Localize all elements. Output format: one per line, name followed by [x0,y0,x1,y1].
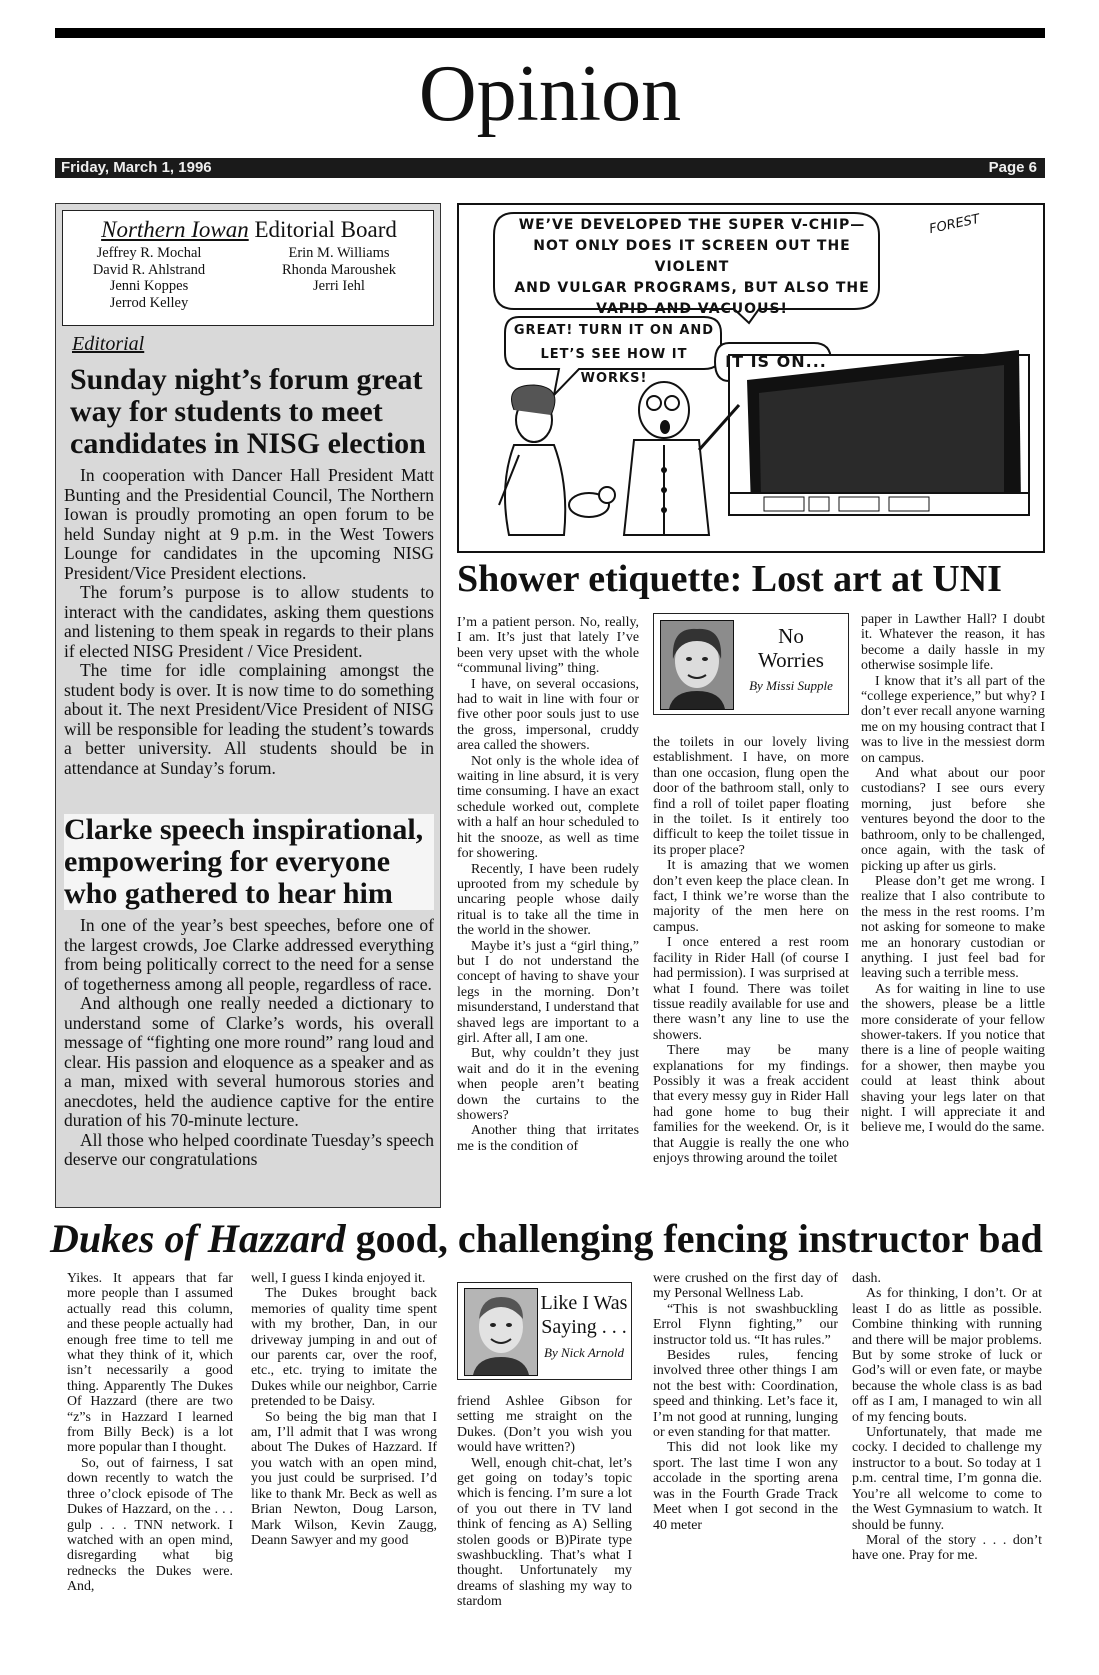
portrait-icon [661,621,733,709]
like-i-was-saying-column-box [457,1282,632,1380]
byline-nick: By Nick Arnold [544,1345,624,1360]
shower-column-1: I’m a patient person. No, really, I am. It’s just that lately I’ve been very upset with the whole “communal living” thing. I have, on several occasions, had to wait in line with four or five other poor souls just to use the gross, impersonal, cruddy area called the showers. Not only is the whole idea of waiting in line absurd, it is very time consuming. I have an exact schedule worked out, complete with a half an hour scheduled to hit the snooze, as well as time for showering. Recently, I have been rudely uprooted from my schedule by uncaring people whose daily ritual is to take all the time in the world in the shower. Maybe it’s just a “girl thing,” but I do not understand the concept of having to shave your legs in the morning. Don’t misunderstand, I understand that shaved legs are important to a girl. After all, I am one. But, why couldn’t they just wait and do it in the evening when people aren’t beating down the curtains to the showers? Another thing that irritates me is the condition of [457,615,639,1154]
top-rule [55,28,1045,38]
section-title: Opinion [418,50,682,138]
shower-headline: Shower etiquette: Lost art at UNI [457,558,1002,600]
editorial-board-box [62,210,434,326]
date-band [55,158,1045,178]
cartoon-bubble-main: WE’VE DEVELOPED THE SUPER V-CHIP— NOT ONLY DOES IT SCREEN OUT THE VIOLENT AND VULGAR PROGRAMS, BUT ALSO THE VAPID AND VACUOUS! [514,217,870,317]
column-name-no-worries: No Worries [758,624,824,672]
cartoon-bubble-great: GREAT! TURN IT ON AND LET’S SEE HOW IT WORKS! [513,323,715,386]
editorial-body-forum: In cooperation with Dancer Hall President Matt Bunting and the Presidential Council, The Northern Iowan is proudly promoting an open forum to be held Sunday night at 9 p.m. in the West Towers Lounge for candidates in the upcoming NISG President/Vice President elections. The forum’s purpose is to allow students to interact with the candidates, asking them questions and listening to them speak in regards to their plans if elected NISG President / Vice President. The time for idle complaining amongst the student body is over. It is now time to do something about it. The next President/Vice President of NISG will be responsible for leading the student’s towards a better university. All students should be in attendance at Sunday’s forum. [64,465,434,778]
author-photo-missi [660,620,734,710]
cartoon-signature: FOREST [927,211,982,238]
editorial-cartoon [457,203,1045,553]
editorial-headline-forum: Sunday night’s forum great way for students to meet candidates in NISG election [70,363,426,460]
dukes-column-4: were crushed on the first day of my Personal Wellness Lab. “This is not swashbuckling Errol Flynn fighting,” our instructor told us. “It has rules.” Besides rules, fencing involved three other things I am not the best with: Coordination, speed and thinking. Let’s face it, I’m not good at running, lunging or even standing for that matter. This did not look like my sport. The last time I won any accolade in the sporting arena was in the Fourth Grade Track Meet when I got second in the 40 meter [653,1271,838,1533]
byline-missi: By Missi Supple [749,678,833,693]
dukes-headline: Dukes of Hazzard good, challenging fencing instructor bad [50,1216,1043,1261]
dukes-column-2: well, I guess I kinda enjoyed it. The Dukes brought back memories of quality time spent with my brother, Dan, in our driveway jumping in and out of our parents car, over the roof, etc., etc. trying to imitate the Dukes while our neighbor, Carrie pretended to be Daisy. So being the big man that I am, I’ll admit that I was wrong about The Dukes of Hazzard. If you watch with an open mind, you just could be surprised. I’d like to thank Mr. Beck as well as Brian Newton, Doug Larson, Mark Wilson, Kevin Zaugg, Deann Sawyer and my good [251,1271,437,1548]
portrait-icon [465,1289,537,1375]
column-name-like-i-was-saying: Like I Was Saying . . . [540,1292,628,1338]
dukes-column-5: dash. As for thinking, I don’t. Or at least I do as little as possible. Combine thinking with running and there will be major problems. But by some stroke of luck or God’s will or even fate, or maybe because the whole class is as bad off as I am, I managed to win all of my fencing bouts. Unfortunately, that made me cocky. I decided to challenge my instructor to a bout. So today at 1 p.m. central time, I’m gonna die. You’re all welcome to come to the West Gymnasium to watch. It should be funny. Moral of the story . . . don’t have one. Pray for me. [852,1271,1042,1564]
editorial-body-clarke: In one of the year’s best speeches, before one of the largest crowds, Joe Clarke addressed everything from being politically correct to the need for a sense of togetherness among all people, regardless of race. And although one really needed a dictionary to understand some of Clarke’s words, his overall message of “fighting one more round” rang loud and clear. His passion and eloquence as a speaker and as a man, mixed with several humorous stories and anecdotes, held the audience captive for the entire duration of his 70-minute lecture. All those who helped coordinate Tuesday’s speech deserve our congratulations [64,915,434,1169]
page-number: Page 6 [988,159,1037,176]
board-title: Northern Iowan Editorial Board [101,217,397,242]
shower-column-3: paper in Lawther Hall? I doubt it. Whatever the reason, it has become a daily hassle in my otherwise sosimple life. I know that it’s all part of the “college experience,” but why? I don’t ever recall anyone warning me on my housing contract that I was to live in the messiest dorm on campus. And what about our poor custodians? I see ours every morning, just before she ventures beyond the door to the bathroom, only to be challenged, once again, with the task of picking up after us girls. Please don’t get me wrong. I realize that I also contribute to the mess in the rest rooms. I’m not asking for someone to make me an honorary custodian or anything. I just feel bad for leaving such a terrible mess. As for waiting in line to use the showers, please be a little more considerate of your fellow shower-takers. If you notice that there is a line of people waiting for a shower, then maybe you could at least think about shaving your legs later on that night. I will appreciate it and believe me, I would do the same. [861,612,1045,1136]
shower-column-2: the toilets in our lovely living establishment. I have, on more than one occasion, flung open the door of the bathroom stall, only to find a roll of toilet paper floating in the toilet. Is it entirely too difficult to keep the toilet tissue in its proper place? It is amazing that we women don’t even keep the place clean. In fact, I think we’re worse than the majority of the men here on campus. I once entered a rest room facility in Rider Hall (of course I had permission). I was surprised at what I found. There was toilet tissue readily available for use and there wasn’t any line to use the showers. There may be many explanations for my findings. Possibly it was a freak accident that every messy guy in Rider Hall had gone home to bug their families for the weekend. Or, is it that Auggie is really the one who enjoys throwing around the toilet [653,735,849,1166]
board-names-right: Erin M. Williams Rhonda Maroushek Jerri Iehl [282,245,396,294]
board-names-left: Jeffrey R. Mochal David R. Ahlstrand Jenni Koppes Jerrod Kelley [92,245,206,311]
cartoon-bubble-on: IT IS ON... [725,352,827,371]
author-photo-nick [464,1288,538,1376]
dukes-column-3: friend Ashlee Gibson for setting me straight on the Dukes. (Don’t you wish you would have written?) Well, enough chit-chat, let’s get going on today’s topic which is fencing. I’m sure a lot of you out there in TV land think of fencing as A) Selling stolen goods or B)Pirate type swashbuckling. That’s what I thought. Unfortunately my dreams of slashing my way to stardom [457,1394,632,1610]
no-worries-column-box [653,613,849,715]
issue-date: Friday, March 1, 1996 [61,159,212,176]
dukes-column-1: Yikes. It appears that far more people than I assumed actually read this column, and these people actually had enough free time to tell me what they think of it, which isn’t necessarily a good thing. Apparently The Dukes Of Hazzard (there are two “z”s in Hazzard I learned from Billy Beck) is a lot more popular than I thought. So, out of fairness, I sat down recently to watch the three o’clock episode of The Dukes of Hazzard, on the . . . gulp . . . TNN network. I watched with an open mind, disregarding what big rednecks the Dukes were. And, [67,1271,233,1595]
editorial-headline-clarke: Clarke speech inspirational, empowering for everyone who gathered to hear him [64,814,434,910]
editorial-label: Editorial [72,333,145,355]
